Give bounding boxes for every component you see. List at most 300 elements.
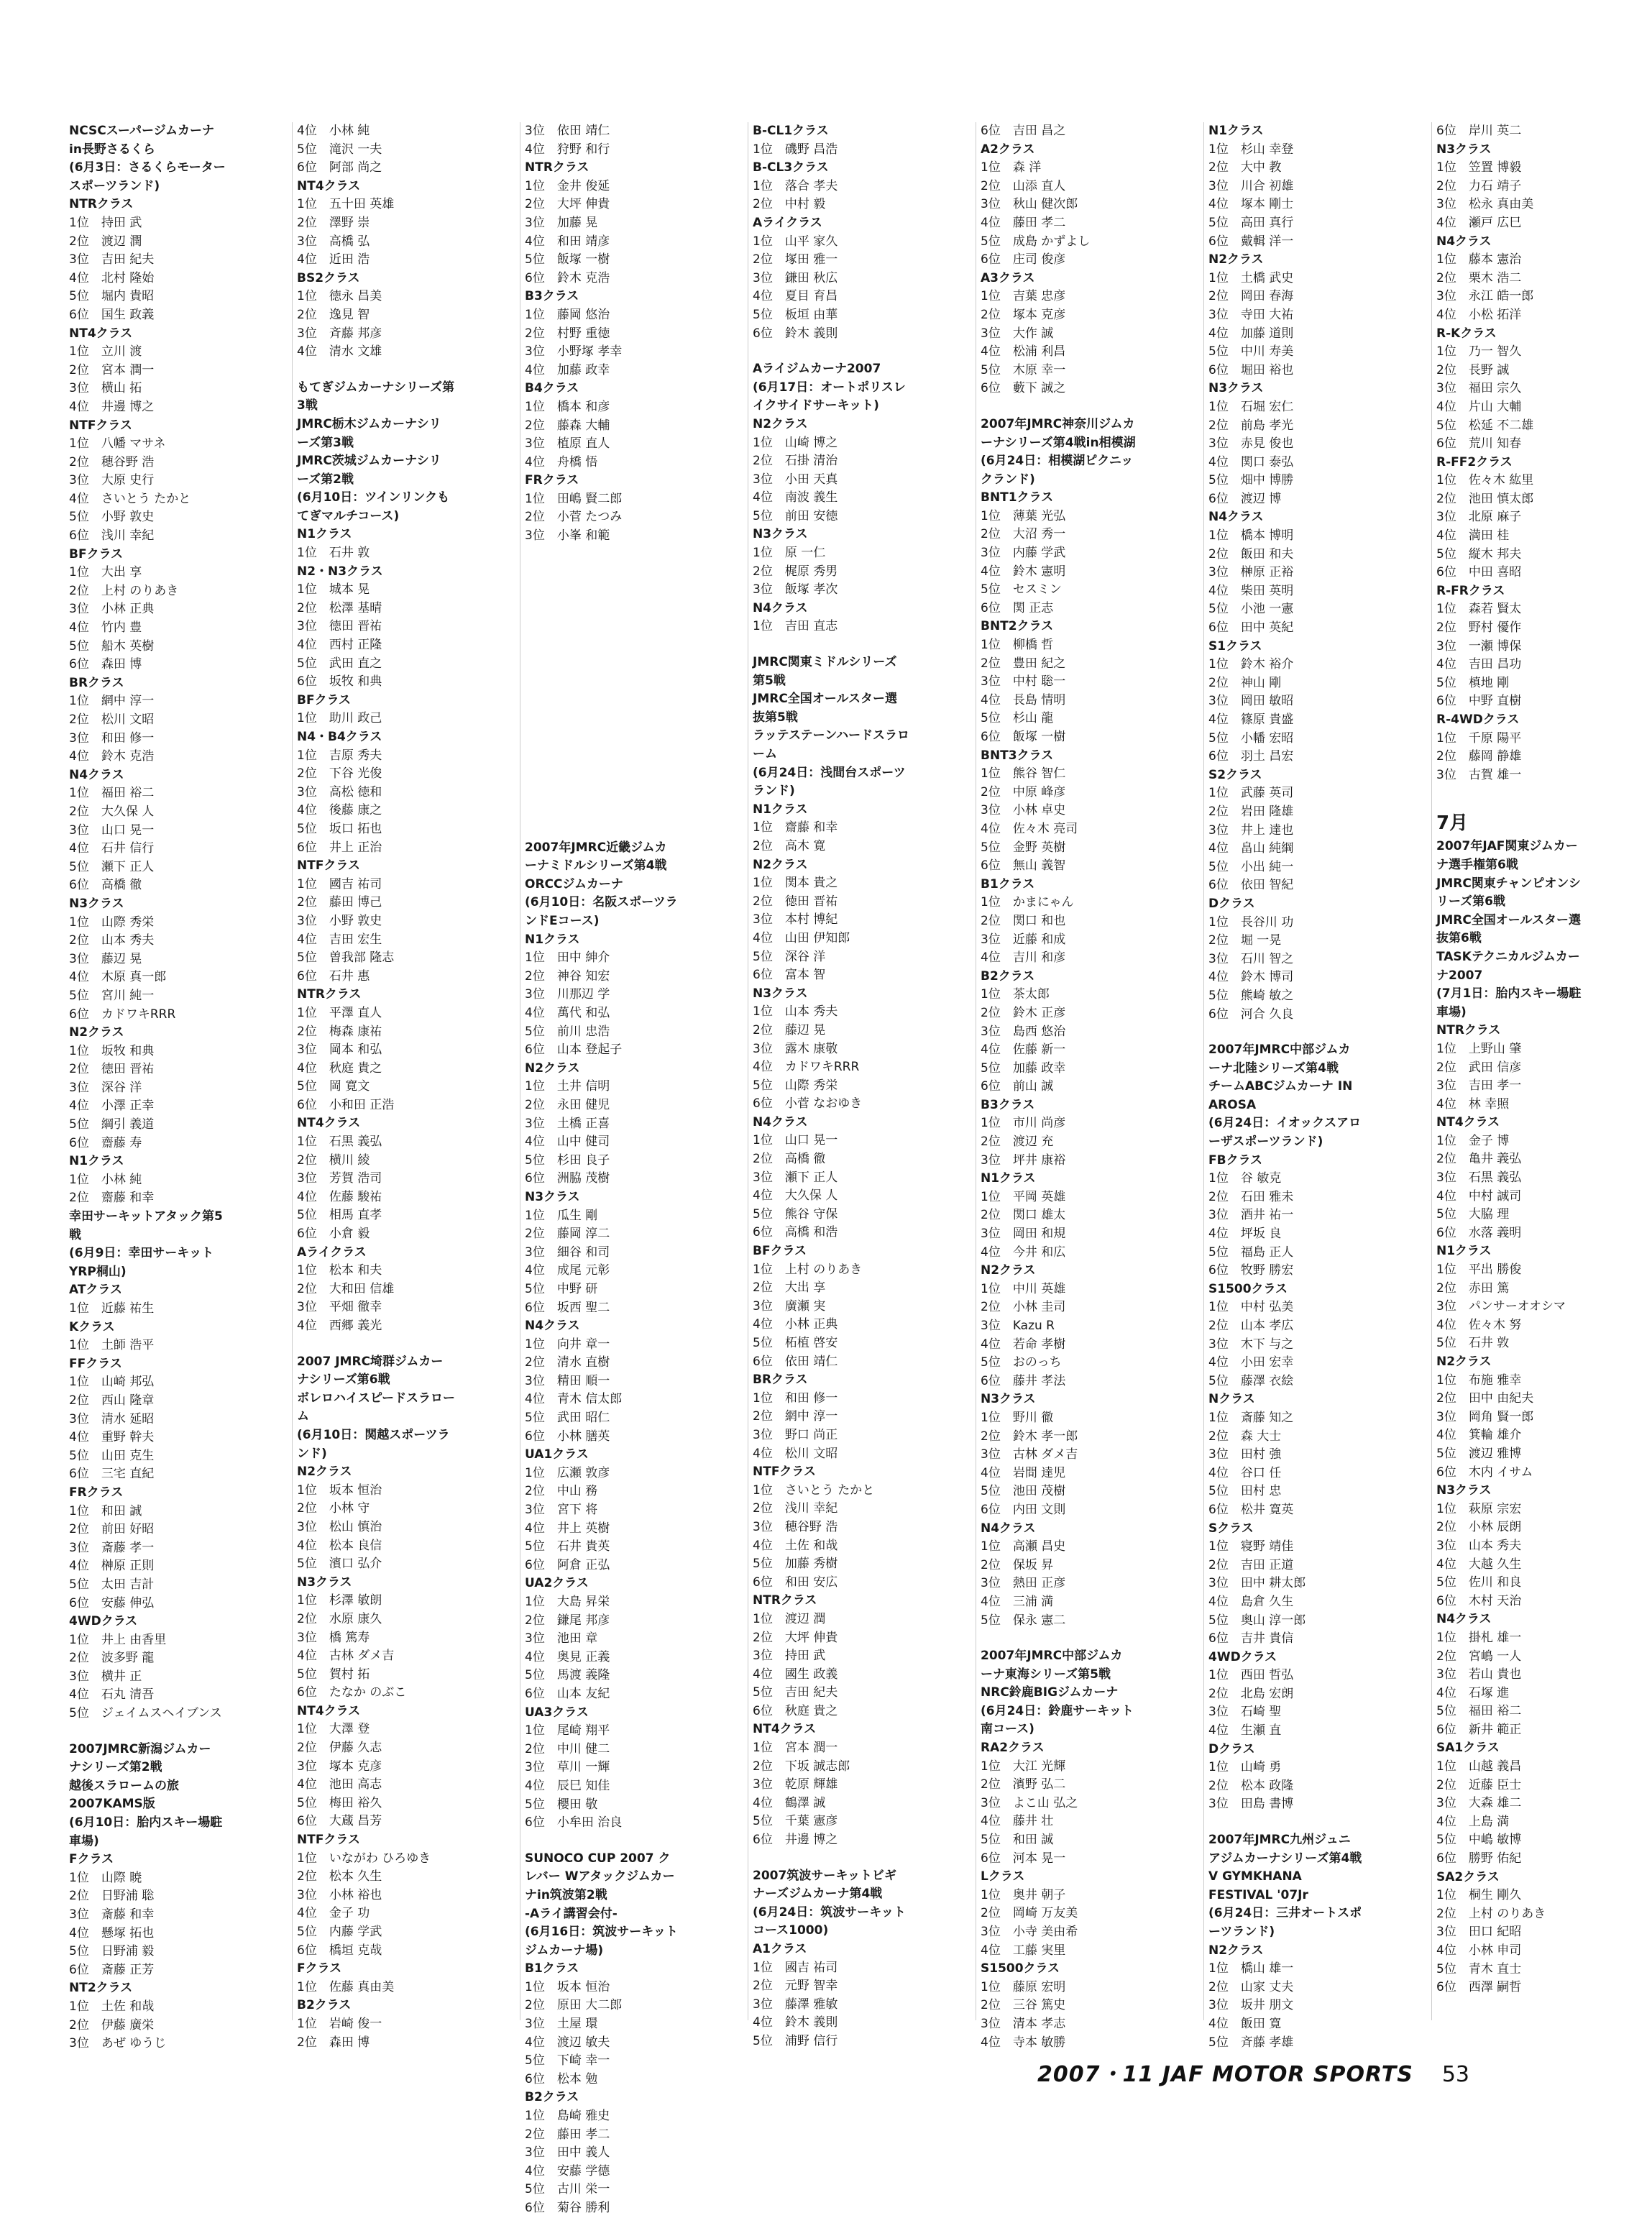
result-entry: 1位 千原 陽平 (1436, 730, 1522, 746)
result-entry: 5位 松延 不二雄 (1436, 418, 1534, 433)
result-entry: 3位 島西 悠治 (981, 1024, 1066, 1039)
result-entry: 1位 広瀬 敦彦 (525, 1465, 610, 1480)
result-entry: 3位 平畑 徹幸 (297, 1300, 382, 1315)
result-entry: 4位 小林 純 (297, 124, 370, 138)
result-entry: 4位 竹内 豊 (69, 620, 142, 636)
result-entry: 1位 橋山 雄一 (1208, 1961, 1294, 1976)
class-heading: N4クラス (69, 767, 124, 782)
result-entry: 2位 武田 信彦 (1436, 1060, 1522, 1075)
result-entry: 2位 清水 直樹 (525, 1355, 610, 1370)
result-entry: 4位 松本 良信 (297, 1538, 382, 1553)
section-spacer (525, 666, 740, 684)
result-entry: 1位 原 一仁 (753, 546, 826, 561)
class-heading: B1クラス (525, 1961, 579, 1976)
result-entry: 1位 長谷川 功 (1208, 915, 1294, 930)
result-entry: 4位 松浦 利昌 (981, 344, 1066, 359)
result-entry: 4位 佐藤 新一 (981, 1042, 1066, 1058)
class-heading: BFクラス (297, 692, 352, 707)
result-entry: 6位 富本 智 (753, 968, 826, 983)
result-entry: 3位 山口 晃一 (69, 822, 155, 838)
event-heading-line: 2007年JMRC中部ジムカ (981, 1649, 1123, 1664)
result-entry: 1位 松本 和夫 (297, 1263, 382, 1278)
section-spacer (525, 597, 740, 615)
result-entry: 2位 宮嶋 一人 (1436, 1649, 1522, 1664)
result-entry: 5位 深谷 洋 (753, 949, 826, 964)
class-heading: BFクラス (69, 546, 124, 562)
result-entry: 1位 網中 淳一 (69, 694, 155, 709)
result-entry: 2位 網中 淳一 (753, 1409, 838, 1424)
result-entry: 2位 水原 康久 (297, 1611, 382, 1626)
event-heading-line: 第5戦 (753, 673, 786, 688)
result-entry: 6位 河合 久良 (1208, 1007, 1294, 1022)
result-entry: 3位 野口 尚正 (753, 1427, 838, 1442)
event-heading-line: スポーツランド) (69, 178, 160, 193)
result-entry: 6位 阿倉 正弘 (525, 1557, 610, 1572)
result-entry: 3位 岡本 和弘 (297, 1042, 382, 1058)
class-heading: A3クラス (981, 270, 1035, 285)
section-spacer (981, 1630, 1196, 1647)
result-entry: 2位 赤田 篤 (1436, 1280, 1510, 1296)
result-entry: 6位 木村 天治 (1436, 1593, 1522, 1608)
result-entry: 4位 國生 政義 (753, 1667, 838, 1682)
class-heading: B-CL1クラス (753, 124, 829, 138)
event-heading-line: (6月24日：浅間台スポーツ (753, 765, 906, 780)
result-entry: 1位 吉田 直志 (753, 619, 838, 634)
result-entry: 3位 寺田 大祐 (1208, 307, 1294, 322)
result-entry: 2位 大久保 人 (69, 804, 155, 819)
result-entry: 3位 小林 正典 (69, 602, 155, 617)
class-heading: S1500クラス (1208, 1281, 1288, 1296)
result-entry: 4位 辰巳 知佳 (525, 1778, 610, 1793)
result-entry: 3位 清水 延昭 (69, 1411, 155, 1426)
result-entry: 6位 前山 誠 (981, 1079, 1054, 1094)
result-entry: 4位 井上 英樹 (525, 1521, 610, 1536)
result-entry: 2位 澤野 崇 (297, 215, 370, 230)
result-entry: 3位 高松 徳和 (297, 784, 382, 799)
event-heading-line: ーナ東海シリーズ第5戦 (981, 1667, 1111, 1682)
result-entry: 2位 上村 のりあき (69, 583, 179, 598)
result-entry: 4位 榊原 正則 (69, 1559, 155, 1574)
event-heading-line: (6月24日：相模湖ピクニッ (981, 454, 1134, 469)
result-entry: 5位 福島 正人 (1208, 1245, 1294, 1260)
event-heading-line: V GYMKHANA (1208, 1869, 1302, 1884)
result-entry: 2位 亀井 義弘 (1436, 1152, 1522, 1167)
result-entry: 3位 近藤 和成 (981, 932, 1066, 947)
event-heading-line: ナーズジムカーナ第4戦 (753, 1887, 883, 1902)
result-entry: 6位 浅川 幸紀 (69, 528, 155, 544)
result-entry: 4位 小林 申司 (1436, 1943, 1522, 1958)
result-entry: 1位 西田 哲弘 (1208, 1668, 1294, 1683)
result-entry: 2位 田中 由紀夫 (1436, 1391, 1534, 1406)
class-heading: BRクラス (69, 675, 124, 690)
result-entry: 6位 齋藤 寿 (69, 1135, 142, 1150)
results-column-2 (292, 122, 513, 2050)
result-entry: 3位 赤見 俊也 (1208, 436, 1294, 452)
class-heading: N4クラス (1436, 234, 1492, 249)
result-entry: 6位 小和田 正浩 (297, 1097, 395, 1112)
event-heading-line: 2007年JMRC九州ジュニ (1208, 1833, 1351, 1848)
class-heading: 4WDクラス (69, 1614, 138, 1629)
result-entry: 4位 奥見 正義 (525, 1649, 610, 1664)
class-heading: S2クラス (1208, 767, 1262, 782)
result-entry: 3位 植原 直人 (525, 436, 610, 452)
result-entry: 1位 藤岡 悠治 (525, 307, 610, 322)
result-entry: 3位 北原 麻子 (1436, 510, 1522, 525)
event-heading-line: in長野さるくら (69, 142, 155, 157)
section-spacer (525, 770, 740, 787)
result-entry: 4位 関口 泰弘 (1208, 454, 1294, 469)
event-heading-line: アジムカーナシリーズ第4戦 (1208, 1851, 1362, 1866)
result-entry: 4位 飯田 寛 (1208, 2016, 1282, 2031)
result-entry: 4位 吉川 和彦 (981, 950, 1066, 966)
event-heading-line: JMRC栃木ジムカーナシリ (297, 416, 441, 431)
class-heading: N3クラス (1208, 381, 1264, 396)
result-entry: 2位 池田 慎太郎 (1436, 491, 1534, 506)
result-entry: 6位 無山 義智 (981, 858, 1066, 874)
result-entry: 1位 森若 賢太 (1436, 602, 1522, 617)
result-entry: 1位 薄葉 光弘 (981, 508, 1066, 523)
result-entry: 2位 山本 孝広 (1208, 1319, 1294, 1333)
result-entry: 3位 依田 靖仁 (525, 124, 610, 138)
result-entry: 1位 井上 由香里 (69, 1632, 167, 1647)
section-spacer (753, 343, 968, 360)
result-entry: 3位 熱田 正彦 (981, 1576, 1066, 1591)
result-entry: 2位 原田 大二郎 (525, 1998, 623, 2013)
result-entry: 4位 重野 幹夫 (69, 1430, 155, 1445)
result-entry: 2位 関口 雄太 (981, 1208, 1066, 1223)
class-heading: N3クラス (297, 1575, 352, 1590)
result-entry: 1位 乃一 智久 (1436, 344, 1522, 359)
result-entry: 1位 茶太郎 (981, 987, 1050, 1002)
result-entry: 2位 前田 好昭 (69, 1522, 155, 1537)
result-entry: 5位 前川 忠浩 (525, 1024, 610, 1039)
result-entry: 2位 元野 智幸 (753, 1979, 838, 1994)
result-entry: 2位 中村 毅 (753, 197, 826, 212)
event-heading-line: (6月24日：筑波サーキット (753, 1905, 906, 1920)
class-heading: R-FF2クラス (1436, 454, 1513, 469)
result-entry: 3位 田島 書博 (1208, 1797, 1294, 1812)
result-entry: 3位 若山 貴也 (1436, 1667, 1522, 1682)
result-entry: 4位 南波 義生 (753, 490, 838, 505)
result-entry: 4位 寺本 敏勝 (981, 2035, 1066, 2050)
result-entry: 1位 橋本 博明 (1208, 528, 1294, 544)
event-heading-line: もてぎジムカーナシリーズ第 (297, 380, 455, 395)
section-spacer (525, 615, 740, 632)
result-entry: 4位 小田 宏幸 (1208, 1355, 1294, 1370)
result-entry: 1位 城本 晃 (297, 582, 370, 597)
result-entry: 1位 大江 光輝 (981, 1759, 1066, 1774)
class-heading: NT4クラス (1436, 1115, 1500, 1130)
result-entry: 4位 安藤 学德 (525, 2163, 610, 2178)
result-entry: 5位 田村 忠 (1208, 1484, 1282, 1499)
result-entry: 1位 笠置 博毅 (1436, 160, 1522, 175)
result-entry: 2位 大中 教 (1208, 160, 1282, 175)
result-entry: 3位 飯塚 孝次 (753, 582, 838, 597)
class-heading: Fクラス (69, 1852, 114, 1867)
class-heading: Aライクラス (297, 1245, 367, 1260)
class-heading: N2クラス (69, 1025, 124, 1040)
result-entry: 4位 山中 健司 (525, 1135, 610, 1150)
result-entry: 1位 杉山 幸登 (1208, 142, 1294, 157)
result-entry: 4位 西村 正隆 (297, 638, 382, 653)
class-heading: N1クラス (69, 1154, 124, 1169)
result-entry: 2位 神山 剛 (1208, 675, 1282, 690)
class-heading: Dクラス (1208, 896, 1255, 911)
result-entry: 3位 清本 孝志 (981, 2016, 1066, 2031)
result-entry: 4位 篠原 貴盛 (1208, 712, 1294, 727)
result-entry: 5位 加藤 政幸 (981, 1060, 1066, 1076)
event-heading-line: ム (297, 1409, 309, 1424)
result-entry: 3位 大原 史行 (69, 473, 155, 488)
result-entry: 1位 土井 信明 (525, 1079, 610, 1094)
result-entry: 4位 小松 拓洋 (1436, 307, 1522, 322)
result-entry: 3位 川合 初雄 (1208, 178, 1294, 193)
class-heading: N3クラス (981, 1392, 1036, 1407)
result-entry: 6位 高橋 和浩 (753, 1225, 838, 1240)
section-spacer (753, 1850, 968, 1867)
result-entry: 1位 布施 雅幸 (1436, 1372, 1522, 1388)
result-entry: 1位 杉澤 敏朗 (297, 1593, 382, 1608)
class-heading: Dクラス (1208, 1741, 1255, 1756)
result-entry: 3位 小野塚 孝幸 (525, 344, 623, 359)
result-entry: 2位 小林 守 (297, 1501, 370, 1516)
event-heading-line: 南コース) (981, 1722, 1034, 1737)
result-entry: 2位 松本 久生 (297, 1869, 382, 1884)
result-entry: 6位 藪下 誠之 (981, 381, 1066, 396)
result-entry: 3位 塚本 克彦 (297, 1759, 382, 1774)
result-entry: 6位 三宅 直紀 (69, 1467, 155, 1482)
result-entry: 1位 中村 弘美 (1208, 1300, 1294, 1315)
event-heading-line: ーナミドルシリーズ第4戦 (525, 858, 667, 874)
result-entry: 2位 波多野 龍 (69, 1651, 155, 1666)
result-entry: 4位 西郷 義光 (297, 1319, 382, 1333)
event-heading-line: 2007年JMRC神奈川ジムカ (981, 416, 1135, 431)
class-heading: N4クラス (753, 600, 808, 615)
result-entry: 4位 土佐 和哉 (753, 1538, 838, 1553)
result-entry: 4位 狩野 和行 (525, 142, 610, 157)
result-entry: 2位 塚本 克彦 (981, 307, 1066, 322)
event-heading-line: JMRC関東チャンピオンシ (1436, 876, 1581, 891)
result-entry: 3位 芳賀 浩司 (297, 1171, 382, 1186)
result-entry: 5位 成島 かずよし (981, 234, 1091, 249)
result-entry: 4位 大越 久生 (1436, 1557, 1522, 1572)
result-entry: 5位 山際 秀栄 (753, 1078, 838, 1093)
section-spacer (525, 805, 740, 822)
result-entry: 4位 長島 情明 (981, 692, 1066, 707)
result-entry: 4位 坪坂 良 (1208, 1227, 1282, 1242)
result-entry: 4位 古林 ダメ吉 (297, 1649, 395, 1664)
result-entry: 1位 斎藤 知之 (1208, 1410, 1294, 1425)
result-entry: 4位 懸塚 拓也 (69, 1925, 155, 1940)
result-entry: 3位 岡田 敏昭 (1208, 694, 1294, 709)
result-entry: 1位 山本 秀夫 (753, 1004, 838, 1019)
result-entry: 6位 高橋 徹 (69, 878, 142, 893)
class-heading: R-FRクラス (1436, 583, 1505, 598)
class-heading: B1クラス (981, 876, 1035, 892)
result-entry: 2位 松川 文昭 (69, 712, 155, 727)
result-entry: 1位 大島 昇栄 (525, 1595, 610, 1609)
event-heading-line: 2007JMRC新潟ジムカー (69, 1741, 211, 1756)
result-entry: 6位 鈴木 克浩 (525, 270, 610, 285)
section-spacer (525, 735, 740, 753)
result-entry: 3位 橋 篤寿 (297, 1630, 370, 1645)
result-entry: 1位 吉原 秀夫 (297, 748, 382, 763)
result-entry: 1位 和田 誠 (69, 1503, 142, 1518)
event-heading-line: ンド) (297, 1446, 327, 1461)
result-entry: 1位 鈴木 裕介 (1208, 657, 1294, 672)
result-entry: 2位 大出 享 (753, 1280, 826, 1296)
class-heading: N4クラス (1436, 1612, 1492, 1627)
result-entry: 4位 岩間 達児 (981, 1465, 1066, 1480)
event-heading-line: ーズ第2戦 (297, 472, 354, 487)
result-entry: 5位 飯塚 一樹 (525, 252, 610, 267)
result-entry: 2位 小林 辰朗 (1436, 1520, 1522, 1535)
result-entry: 5位 おのっち (981, 1355, 1062, 1370)
result-entry: 6位 橋垣 克哉 (297, 1943, 382, 1958)
result-entry: 5位 畑中 博勝 (1208, 473, 1294, 488)
result-entry: 2位 北島 宏朗 (1208, 1686, 1294, 1701)
result-entry: 6位 阿部 尚之 (297, 160, 382, 175)
result-entry: 5位 ジェイムスヘイブンス (69, 1706, 222, 1721)
result-entry: 6位 羽土 昌宏 (1208, 749, 1294, 764)
result-entry: 5位 武田 昭仁 (525, 1411, 610, 1426)
class-heading: RA2クラス (981, 1741, 1045, 1756)
result-entry: 2位 小林 圭司 (981, 1300, 1066, 1315)
result-entry: 4位 佐々木 努 (1436, 1317, 1522, 1332)
result-entry: 2位 齋藤 和幸 (69, 1191, 155, 1206)
result-entry: 3位 斎藤 孝一 (69, 1540, 155, 1555)
event-heading-line: AROSA (1208, 1097, 1257, 1112)
result-entry: 3位 石黒 義弘 (1436, 1170, 1522, 1186)
class-heading: Kクラス (69, 1319, 115, 1334)
event-heading-line: TASKテクニカルジムカー (1436, 949, 1580, 964)
result-entry: 6位 中野 直樹 (1436, 694, 1522, 709)
result-entry: 6位 坂牧 和典 (297, 674, 382, 689)
event-heading-line: 2007年JMRC近畿ジムカ (525, 840, 667, 855)
class-heading: SA1クラス (1436, 1741, 1500, 1756)
class-heading: NTFクラス (69, 418, 132, 433)
result-entry: 4位 秋庭 貴之 (297, 1060, 382, 1076)
class-heading: N4クラス (753, 1114, 808, 1129)
result-entry: 2位 近藤 臣士 (1436, 1777, 1522, 1792)
event-heading-line: NRC鈴鹿BIGジムカーナ (981, 1685, 1119, 1700)
result-entry: 2位 渡辺 充 (981, 1135, 1054, 1150)
section-spacer (297, 362, 513, 379)
result-entry: 6位 大蔵 昌芳 (297, 1814, 382, 1829)
result-entry: 3位 鎌田 秋広 (753, 270, 838, 285)
result-entry: 1位 金子 博 (1436, 1133, 1510, 1148)
result-entry: 2位 大坪 伸貴 (525, 197, 610, 212)
result-entry: 4位 さいとう たかと (69, 491, 191, 506)
result-entry: 3位 精田 順一 (525, 1373, 610, 1388)
event-heading-line: 幸田サーキットアタック第5 (69, 1209, 223, 1224)
result-entry: 5位 武田 直之 (297, 656, 382, 671)
class-heading: FFクラス (69, 1356, 122, 1371)
class-heading: UA2クラス (525, 1576, 589, 1591)
result-entry: 5位 千葉 憲彦 (753, 1814, 838, 1829)
result-entry: 1位 吉葉 忠彦 (981, 289, 1066, 304)
result-entry: 5位 金野 英樹 (981, 840, 1066, 855)
section-spacer (69, 1723, 285, 1741)
result-entry: 4位 金子 功 (297, 1906, 370, 1921)
result-entry: 3位 加藤 晃 (525, 215, 598, 230)
result-entry: 2位 濱野 弘二 (981, 1777, 1066, 1792)
class-heading: NTFクラス (753, 1465, 816, 1480)
result-entry: 4位 石塚 進 (1436, 1685, 1510, 1700)
class-heading: N4クラス (1208, 510, 1264, 525)
result-entry: 3位 本村 博紀 (753, 912, 838, 927)
result-entry: 3位 斎藤 和幸 (69, 1907, 155, 1922)
result-entry: 5位 綱引 義道 (69, 1117, 155, 1132)
result-entry: 3位 福田 宗久 (1436, 381, 1522, 396)
class-heading: N3クラス (525, 1189, 580, 1204)
result-entry: 1位 熊谷 智仁 (981, 766, 1066, 782)
class-heading: B-CL3クラス (753, 160, 829, 175)
result-entry: 2位 力石 靖子 (1436, 178, 1522, 193)
result-entry: 1位 平出 勝俊 (1436, 1262, 1522, 1278)
month-heading: 7月 (1436, 812, 1469, 835)
result-entry: 2位 永田 健児 (525, 1097, 610, 1112)
result-entry: 5位 太田 吉計 (69, 1577, 155, 1592)
result-entry: 1位 寝野 靖佳 (1208, 1539, 1294, 1554)
event-heading-line: (6月10日：ツインリンクも (297, 490, 450, 505)
result-entry: 6位 井上 正治 (297, 840, 382, 855)
result-entry: 1位 山崎 邦弘 (69, 1375, 155, 1390)
result-entry: 4位 藤田 孝二 (981, 215, 1066, 230)
result-entry: 5位 小幡 宏昭 (1208, 730, 1294, 746)
section-spacer (525, 632, 740, 649)
result-entry: 2位 下坂 誠志郎 (753, 1759, 850, 1774)
event-heading-line: (6月16日：筑波サーキット (525, 1925, 678, 1940)
result-entry: 2位 村野 重徳 (525, 326, 610, 341)
result-entry: 4位 井邊 博之 (69, 399, 155, 414)
class-heading: N4クラス (981, 1521, 1036, 1536)
class-heading: NTRクラス (1436, 1023, 1501, 1038)
event-heading-line: ジムカーナ場) (525, 1943, 604, 1958)
result-entry: 1位 山口 晃一 (753, 1133, 838, 1148)
result-entry: 6位 西澤 嗣哲 (1436, 1980, 1522, 1995)
class-heading: B2クラス (525, 2090, 579, 2105)
event-heading-line: ボレロハイスピードスラロー (297, 1390, 455, 1406)
result-entry: 5位 古川 栄一 (525, 2182, 610, 2197)
result-entry: 2位 塚田 雅一 (753, 252, 838, 267)
section-spacer (297, 1336, 513, 1353)
result-entry: 1位 柳橋 哲 (981, 638, 1054, 653)
class-heading: N1クラス (981, 1171, 1036, 1186)
result-entry: 6位 依田 靖仁 (753, 1354, 838, 1369)
result-entry: 5位 曽我部 隆志 (297, 950, 395, 966)
result-entry: 5位 前田 安徳 (753, 508, 838, 523)
result-entry: 6位 松本 勉 (525, 2071, 598, 2086)
result-entry: 1位 田嶋 賢二郎 (525, 491, 623, 506)
result-entry: 3位 小林 卓史 (981, 803, 1066, 818)
class-heading: BNT3クラス (981, 748, 1054, 763)
result-entry: 4位 夏目 育昌 (753, 289, 838, 304)
result-entry: 1位 土橋 武史 (1208, 270, 1294, 285)
result-entry: 4位 藤井 壮 (981, 1814, 1054, 1829)
class-heading: N3クラス (753, 986, 808, 1001)
event-heading-line: 車場) (1436, 1004, 1467, 1019)
result-entry: 4位 今井 和広 (981, 1245, 1066, 1260)
result-entry: 2位 吉田 正道 (1208, 1557, 1294, 1572)
result-entry: 3位 中村 聡一 (981, 674, 1066, 689)
event-heading-line: (6月10日：名阪スポーツラ (525, 895, 678, 910)
event-heading-line: JMRC全国オールスター選 (753, 692, 897, 707)
result-entry: 1位 山際 暁 (69, 1870, 142, 1885)
event-heading-line: JMRC関東ミドルシリーズ (753, 655, 897, 670)
result-entry: 4位 吉田 昌功 (1436, 657, 1522, 672)
class-heading: NT4クラス (297, 1116, 361, 1131)
